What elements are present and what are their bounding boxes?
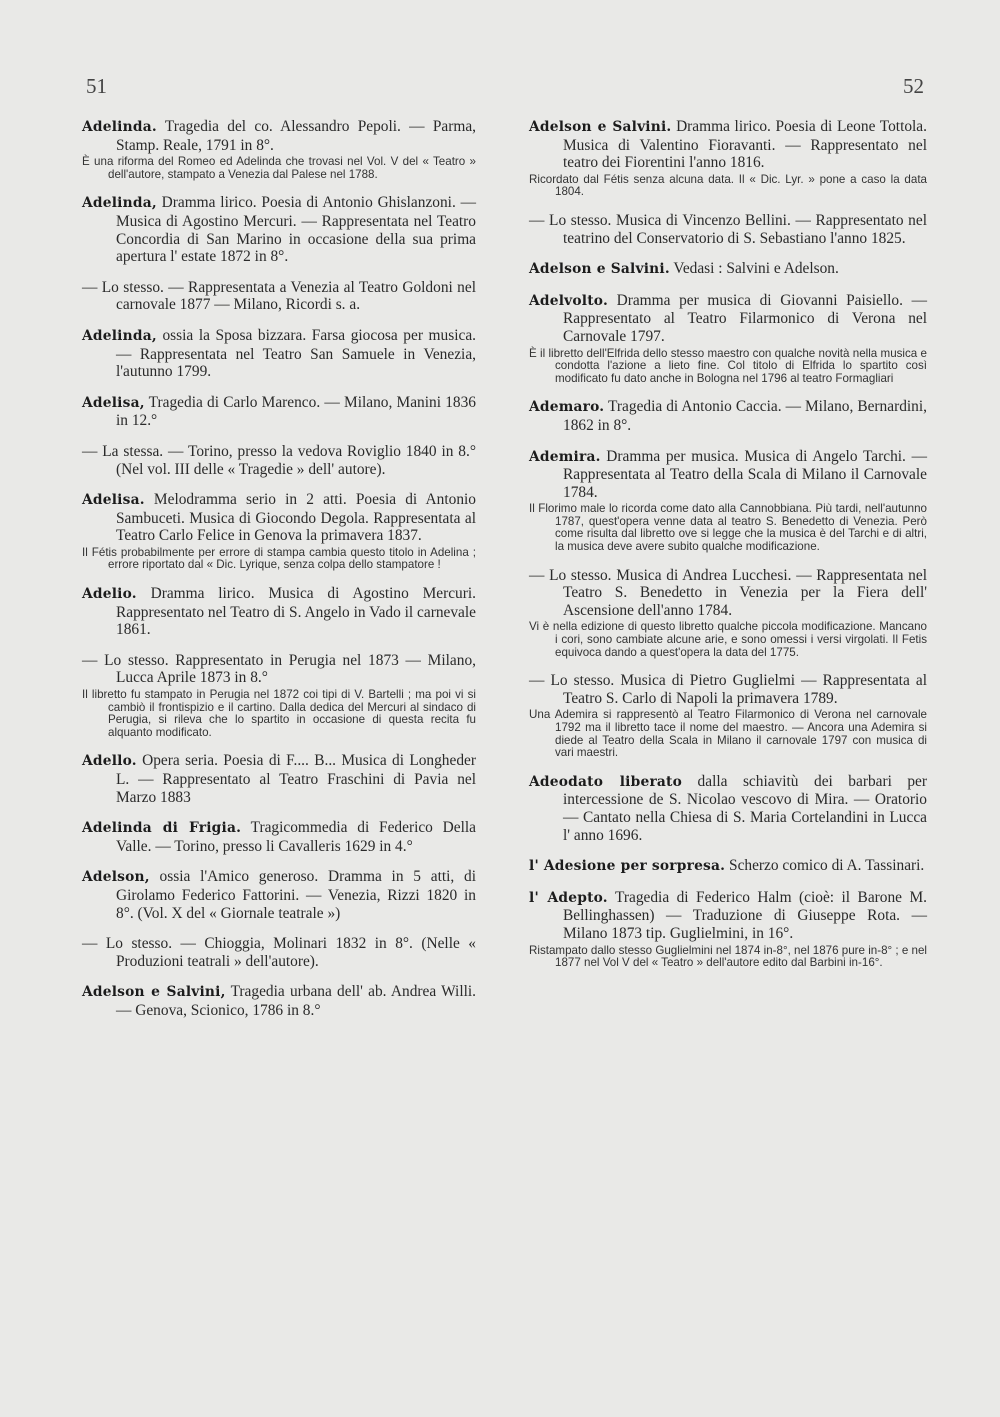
left-column — [82, 118, 476, 1033]
entry-text — [529, 118, 927, 172]
entry-body: Tragedia di Federico Halm (cioè: il Barone M. Bellinghassen) — Traduzione di Giuseppe Rota. — Milano 1873 tip. Guglielmini, in 16°. — [563, 888, 927, 942]
entry-text — [82, 819, 476, 855]
entry-text — [82, 868, 476, 922]
entry-headword: Adelinda di Frigia. — [82, 820, 242, 837]
catalog-entry — [529, 448, 927, 554]
catalog-entry — [82, 819, 476, 855]
catalog-entry — [529, 672, 927, 760]
entry-text — [529, 212, 927, 247]
catalog-entry — [82, 394, 476, 430]
entry-headword: Adelinda, — [82, 195, 157, 212]
catalog-entry — [529, 260, 927, 279]
entry-body: Dramma per musica di Giovanni Paisiello. — Rappresentato al Teatro Filarmonico di Verona nel Carnovale 1797. — [563, 291, 927, 345]
entry-text — [82, 652, 476, 687]
entry-body: — Lo stesso. — Chioggia, Molinari 1832 in 8°. (Nelle « Produzioni teatrali » dell'autore). — [82, 935, 476, 970]
entry-body: — Lo stesso. Musica di Andrea Lucchesi. — Rappresentata nel Teatro S. Benedetto in Venezia per la Fiera dell' Ascensione dell'anno 1784. — [529, 566, 927, 619]
entry-note: Il Florimo male lo ricorda come dato alla Cannobbiana. Più tardi, nell'autunno 1787, quest'opera venne data al teatro S. Benedetto di Venezia. Però come risulta dal libretto ove si legge che la musica è del Tarchi e di altri, la musica deve avere subito qualche modificazione. — [529, 502, 927, 554]
entry-body: Dramma lirico. Poesia di Antonio Ghislanzoni. — Musica di Agostino Mercuri. — Rappresentata nel Teatro Concordia di San Marino in occasione della sua prima apertura l' estate 1872 in 8°. — [116, 194, 476, 266]
catalog-entry — [82, 585, 476, 639]
entry-text — [82, 279, 476, 314]
catalog-entry — [82, 118, 476, 181]
entry-text — [82, 983, 476, 1019]
entry-note: Ricordato dal Fétis senza alcuna data. Il « Dic. Lyr. » pone a caso la data 1804. — [529, 172, 927, 199]
catalog-entry — [82, 194, 476, 265]
catalog-entry — [82, 443, 476, 478]
entry-text — [529, 672, 927, 707]
entry-body: Dramma per musica. Musica di Angelo Tarchi. — Rappresentata al Teatro della Scala di Milano il Carnovale 1784. — [563, 447, 927, 501]
catalog-entry — [529, 118, 927, 199]
entry-text — [529, 398, 927, 434]
catalog-entry — [82, 752, 476, 806]
entry-headword: Adelson, — [82, 869, 150, 886]
entry-body: Tragicommedia di Federico Della Valle. — Torino, presso li Cavalleris 1629 in 4.° — [116, 819, 476, 855]
entry-text — [529, 292, 927, 346]
entry-body: ossia la Sposa bizzara. Farsa giocosa per musica. — Rappresentata nel Teatro San Samuele in Venezia, l'autunno 1799. — [116, 326, 476, 381]
entry-headword: Adelson e Salvini. — [529, 119, 672, 135]
entry-body: dalla schiavitù dei barbari per intercessione de S. Nicolao vescovo di Mira. — Oratorio — Cantato nella Chiesa di S. Maria Cortelandini in Lucca l' anno 1696. — [563, 772, 928, 844]
entry-text — [529, 448, 927, 502]
catalog-entry — [529, 567, 927, 660]
entry-note: Una Ademira si rappresentò al Teatro Filarmonico di Verona nel carnovale 1792 ma il libretto tace il nome del maestro. — Ancora una Ademira si diede al Teatro della Scala in Milano il carnovale 1797 con musica di vari maestri. — [529, 708, 927, 760]
catalog-entry — [529, 292, 927, 386]
catalog-entry — [82, 868, 476, 922]
entry-text — [529, 567, 927, 620]
entry-body: Dramma lirico. Poesia di Leone Tottola. Musica di Valentino Fioravanti. — Rappresentato nel teatro dei Fiorentini l'anno 1816. — [563, 118, 927, 172]
entry-note: Ristampato dallo stesso Guglielmini nel 1874 in-8°, nel 1876 pure in-8° ; e nel 1877 nel Vol V del « Teatro » dell'autore edito dal Barbini in-16°. — [529, 943, 927, 970]
entry-text — [529, 773, 927, 844]
entry-body: — Lo stesso. Rappresentato in Perugia nel 1873 — Milano, Lucca Aprile 1873 in 8.° — [82, 651, 476, 687]
entry-text — [82, 752, 476, 806]
page-number-right: 52 — [903, 74, 924, 98]
entry-note: È una riforma del Romeo ed Adelinda che trovasi nel Vol. V del « Teatro » dell'autore, stampato a Venezia dal Palese nel 1788. — [82, 155, 476, 181]
entry-text — [82, 491, 476, 545]
entry-body: Vedasi : Salvini e Adelson. — [669, 260, 839, 278]
catalog-entry — [82, 983, 476, 1019]
catalog-entry — [529, 773, 927, 844]
entry-body: Opera seria. Poesia di F.... B... Musica di Longheder L. — Rappresentato al Teatro Fraschini di Pavia nel Marzo 1883 — [116, 752, 476, 806]
entry-headword: Adelson e Salvini, — [82, 984, 226, 1001]
page-number-left: 51 — [86, 74, 107, 98]
catalog-entry — [529, 398, 927, 434]
entry-body: Tragedia di Antonio Caccia. — Milano, Bernardini, 1862 in 8°. — [563, 398, 927, 434]
catalog-entry — [82, 279, 476, 314]
entry-text — [82, 118, 476, 154]
entry-headword: l' Adesione per sorpresa. — [529, 858, 726, 875]
entry-note: Il Fétis probabilmente per errore di stampa cambia questo titolo in Adelina ; errore riportato dal « Dic. Lyrique, senza colpa dello stampatore ! — [82, 545, 476, 572]
entry-headword: Ademaro. — [529, 399, 605, 416]
entry-body: — Lo stesso. — Rappresentata a Venezia al Teatro Goldoni nel carnovale 1877 — Milano, Ricordi s. a. — [82, 278, 476, 314]
entry-note: È il libretto dell'Elfrida dello stesso maestro con qualche novità nella musica e condotta l'azione a lieto fine. Col titolo di Elfrida lo spartito così modificato fu dato anche in Bologna nel 1796 al teatro Formagliari — [529, 346, 927, 385]
entry-note: Vi è nella edizione di questo libretto qualche piccola modificazione. Mancano i cori, sono cambiate alcune arie, e sono omessi i versi virgolati. Il Fetis equivoca dando a quest'opera la data del 1775. — [529, 620, 927, 659]
catalog-entry — [82, 935, 476, 970]
entry-body: Scherzo comico di A. Tassinari. — [725, 857, 925, 875]
entry-headword: Adelisa. — [82, 492, 145, 509]
entry-text — [82, 327, 476, 381]
entry-body: — Lo stesso. Musica di Vincenzo Bellini. — Rappresentato nel teatrino del Conservatorio di S. Sebastiano l'anno 1825. — [529, 211, 927, 247]
catalog-entry — [82, 327, 476, 381]
entry-headword: Adelinda. — [82, 119, 157, 135]
entry-headword: Ademira. — [529, 448, 601, 465]
entry-body: Tragedia urbana dell' ab. Andrea Willi. — Genova, Scionico, 1786 in 8.° — [116, 983, 476, 1019]
catalog-entry — [82, 491, 476, 572]
catalog-entry — [529, 889, 927, 970]
entry-note: Il libretto fu stampato in Perugia nel 1872 coi tipi di V. Bartelli ; ma poi vi si cambiò il frontispizio e il cartino. Dalla dedica del Mercuri al sindaco di Perugia, si rileva che lo spartito in occasione di questa recita fu alquanto modificato. — [82, 688, 476, 739]
entry-body: Dramma lirico. Musica di Agostino Mercuri. Rappresentato nel Teatro di S. Angelo in Vado il carnevale 1861. — [116, 585, 476, 639]
entry-text — [82, 935, 476, 970]
right-column — [529, 118, 927, 983]
entry-headword: l' Adepto. — [529, 889, 608, 906]
entry-headword: Adello. — [82, 753, 137, 770]
catalog-entry — [529, 212, 927, 247]
entry-body: — La stessa. — Torino, presso la vedova Roviglio 1840 in 8.° (Nel vol. III delle « Tragedie » dell' autore). — [82, 442, 476, 478]
entry-headword: Adelisa, — [82, 394, 145, 411]
entry-headword: Adelson e Salvini. — [529, 261, 670, 278]
entry-text — [82, 194, 476, 265]
entry-text — [82, 443, 476, 478]
entry-headword: Adeodato liberato — [529, 773, 683, 790]
entry-text — [529, 260, 927, 279]
catalog-entry — [82, 652, 476, 740]
entry-headword: Adelio. — [82, 586, 137, 603]
entry-body: Tragedia del co. Alessandro Pepoli. — Parma, Stamp. Reale, 1791 in 8°. — [116, 118, 476, 154]
entry-body: ossia l'Amico generoso. Dramma in 5 atti, di Girolamo Federico Fattorini. — Venezia, Rizzi 1820 in 8°. (Vol. X del « Giornale teatrale ») — [116, 868, 476, 922]
entry-text — [82, 394, 476, 430]
entry-body: — Lo stesso. Musica di Pietro Guglielmi — Rappresentata al Teatro S. Carlo di Napoli la primavera 1789. — [529, 672, 927, 707]
entry-body: Tragedia di Carlo Marenco. — Milano, Manini 1836 in 12.° — [116, 393, 476, 430]
entry-headword: Adelinda, — [82, 327, 157, 344]
entry-text — [82, 585, 476, 639]
entry-text — [529, 857, 927, 876]
catalog-entry — [529, 857, 927, 876]
entry-text — [529, 889, 927, 943]
entry-body: Melodramma serio in 2 atti. Poesia di Antonio Sambuceti. Musica di Giocondo Degola. Rappresentata al Teatro Carlo Felice in Genova la primavera 1837. — [116, 491, 476, 545]
entry-headword: Adelvolto. — [529, 292, 608, 309]
